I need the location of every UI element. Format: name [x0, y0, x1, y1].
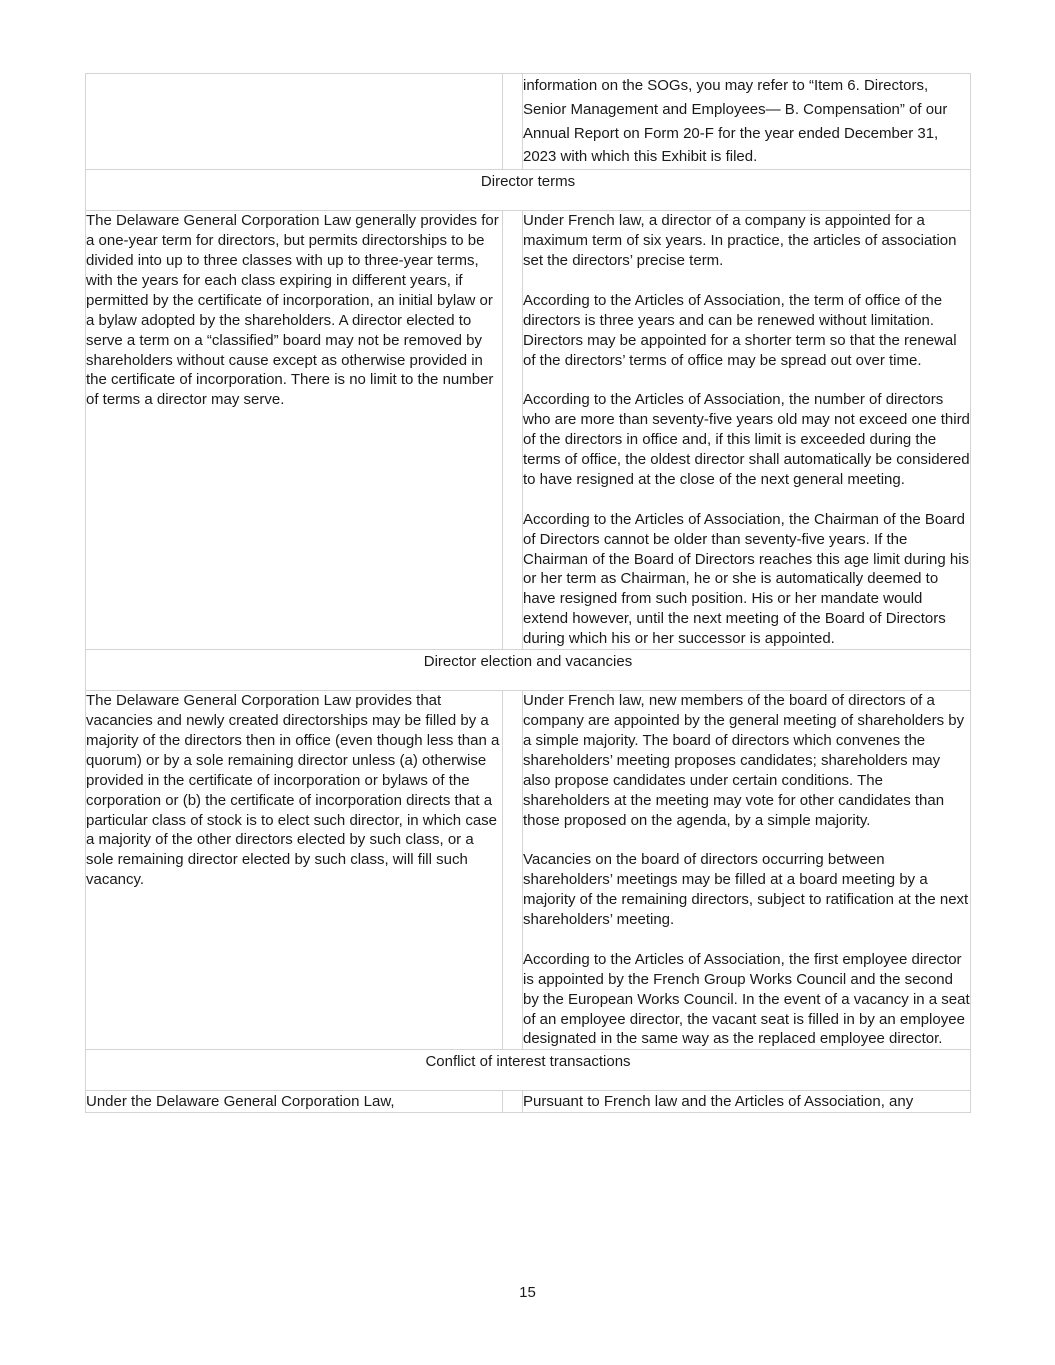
left-cell: [86, 211, 503, 650]
paragraph: Under the Delaware General Corporation Law,: [86, 1093, 395, 1111]
paragraph: According to the Articles of Association, the first employee director is appointed by the French Group Works Council and the second by the European Works Council. In the event of a vacancy in a seat of an employee director, the vacant seat is filled in by an employee designated in the same way as the replaced employee director.: [523, 950, 970, 1048]
section-heading-row: [86, 1050, 971, 1091]
right-cell: [523, 1091, 971, 1113]
left-cell: [86, 1091, 503, 1113]
section-heading-row: [86, 170, 971, 211]
right-cell: [523, 691, 971, 1050]
paragraph: information on the SOGs, you may refer to “Item 6. Directors, Senior Management and Employees— B. Compensation” of our Annual Report on Form 20-F for the year ended December 31, 2023 with which this Exhibit is filed.: [523, 77, 948, 166]
gap-cell: [503, 1091, 523, 1113]
table-row: [86, 1091, 971, 1113]
page-number: 15: [519, 1284, 536, 1301]
paragraph: The Delaware General Corporation Law generally provides for a one-year term for directors, but permits directorships to be divided into up to three classes with up to three-year terms, with the years for each class expiring in different years, if permitted by the certificate of incorporation, an initial bylaw or a bylaw adopted by the shareholders. A director elected to serve a term on a “classified” board may not be removed by shareholders without cause except as otherwise provided in the certificate of incorporation. There is no limit to the number of terms a director may serve.: [86, 212, 499, 409]
gap-cell: [503, 74, 523, 170]
right-cell: [523, 211, 971, 650]
comparison-table: [85, 73, 971, 1113]
table-row: [86, 74, 971, 170]
gap-cell: [503, 691, 523, 1050]
paragraph: According to the Articles of Association, the number of directors who are more than seventy-five years old may not exceed one third of the directors in office and, if this limit is exceeded during the terms of office, the oldest director shall automatically be considered to have resigned at the close of the next general meeting.: [523, 391, 970, 488]
section-heading-conflict-of-interest: Conflict of interest transactions: [86, 1050, 971, 1091]
paragraph: Under French law, a director of a company is appointed for a maximum term of six years. In practice, the articles of association set the directors’ precise term.: [523, 212, 957, 269]
paragraph: Vacancies on the board of directors occurring between shareholders’ meetings may be filled at a board meeting by a majority of the remaining directors, subject to ratification at the next shareholders’ meeting.: [523, 851, 969, 929]
table-row: [86, 211, 971, 650]
paragraph: According to the Articles of Association, the term of office of the directors is three years and can be renewed without limitation. Directors may be appointed for a shorter term so that the renewal of the directors’ terms of office may be spread out over time.: [523, 291, 957, 369]
paragraph: Under French law, new members of the board of directors of a company are appointed by the general meeting of shareholders by a simple majority. The board of directors which convenes the shareholders’ meeting proposes candidates; shareholders may also propose candidates under certain conditions. The shareholders at the meeting may vote for other candidates than those proposed on the agenda, by a simple majority.: [523, 692, 965, 829]
section-heading-director-election: Director election and vacancies: [86, 650, 971, 691]
table-row: [86, 691, 971, 1050]
right-cell: [523, 74, 971, 170]
section-heading-row: [86, 650, 971, 691]
left-cell: [86, 74, 503, 170]
section-heading-director-terms: Director terms: [86, 170, 971, 211]
paragraph: According to the Articles of Association, the Chairman of the Board of Directors cannot be older than seventy-five years. If the Chairman of the Board of Directors reaches this age limit during his or her term as Chairman, he or she is automatically deemed to have resigned from such position. His or her mandate would extend however, until the next meeting of the Board of Directors during which his or her successor is appointed.: [523, 510, 970, 648]
paragraph: The Delaware General Corporation Law provides that vacancies and newly created directorships may be filled by a majority of the directors then in office (even though less than a quorum) or by a sole remaining director unless (a) otherwise provided in the certificate of incorporation or bylaws of the corporation or (b) the certificate of incorporation directs that a particular class of stock is to elect such director, in which case a majority of the other directors elected by such class, or a sole remaining director elected by such class, will fill such vacancy.: [86, 692, 500, 889]
gap-cell: [503, 211, 523, 650]
paragraph: Pursuant to French law and the Articles of Association, any: [523, 1093, 914, 1111]
left-cell: [86, 691, 503, 1050]
